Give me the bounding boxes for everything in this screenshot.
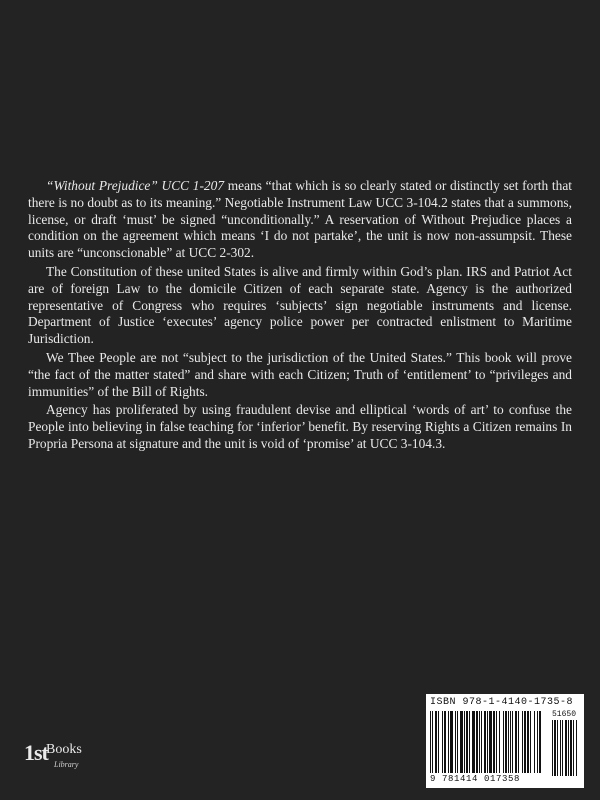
publisher-logo-prefix: 1st	[24, 740, 48, 765]
barcode-bar	[460, 711, 463, 773]
isbn-label: ISBN 978-1-4140-1735-8	[430, 697, 574, 708]
barcode-bar	[489, 711, 492, 773]
barcode-bar	[487, 711, 488, 773]
blurb-lead-italic: “Without Prejudice” UCC 1-207	[46, 178, 225, 193]
barcode-bar	[515, 711, 517, 773]
barcode-bar	[510, 711, 511, 773]
barcode-bar	[464, 711, 465, 773]
barcode-bar	[565, 720, 567, 776]
barcode-bar	[534, 711, 535, 773]
barcode-bar	[438, 711, 439, 773]
barcode-bar	[554, 720, 556, 776]
barcode-bar	[576, 720, 577, 776]
price-code: 51650	[552, 710, 577, 719]
barcode-bar	[479, 711, 480, 773]
barcode-bar	[499, 711, 500, 773]
blurb-paragraph-2: The Constitution of these united States is alive and firmly within God’s plan. IRS and Patriot Act are of foreign Law to the domicile Citizen of each separate state. Agency is the authorized representative of Congress who requires ‘subjects’ sign negotiable instruments and license. Department of Justice ‘executes’ agency police power per contracted enlistment to Maritime Jurisdiction.	[28, 263, 572, 347]
barcode-bar	[560, 720, 561, 776]
blurb-paragraph-3: We Thee People are not “subject to the jurisdiction of the United States.” This book will prove “the fact of the matter stated” and share with each Citizen; Truth of ‘entitlement’ to “privileges and immunities” of the Bill of Rights.	[28, 349, 572, 399]
barcode-bar	[444, 711, 446, 773]
barcode-bar	[435, 711, 437, 773]
barcode-bar	[442, 711, 443, 773]
barcode-bar	[450, 711, 453, 773]
publisher-logo	[24, 740, 84, 776]
barcode-bar	[508, 711, 509, 773]
publisher-logo-sub: Library	[54, 760, 79, 769]
barcode-bar	[568, 720, 569, 776]
blurb-paragraph-1	[28, 178, 572, 262]
barcode-bar	[524, 711, 526, 773]
publisher-logo-name: Books	[46, 742, 82, 757]
barcode-bar	[505, 711, 507, 773]
barcode-main-bars	[430, 711, 548, 773]
barcode-bar	[476, 711, 478, 773]
barcode-bar	[469, 711, 470, 773]
blurb-paragraph-1-body: means “that which is so clearly stated or distinctly set forth that there is no doubt as to its meaning.” Negotiable Instrument Law UCC 3-104.2 states that a summons, license, or draft ‘must’ be signed “unconditionally.” A reservation of Without Prejudice places a condition on the agreement which means ‘I do not partake’, the unit is now non-assumpsit. These units are “unconscionable” at UCC 2-302.	[28, 178, 572, 261]
barcode-bar	[493, 711, 495, 773]
barcode-bar	[522, 711, 523, 773]
barcode-bar	[530, 711, 531, 773]
barcode-bar	[448, 711, 449, 773]
barcode-bar	[457, 711, 458, 773]
barcode-bar	[573, 720, 574, 776]
barcode-bar	[512, 711, 513, 773]
barcode-bar	[539, 711, 541, 773]
barcode-bar	[430, 711, 431, 773]
barcode-bar	[455, 711, 456, 773]
barcode-bar	[562, 720, 563, 776]
barcode-bar	[518, 711, 519, 773]
barcode-addon-bars	[552, 720, 580, 776]
barcode-bar	[432, 711, 433, 773]
blurb-paragraph-4: Agency has proliferated by using fraudulent devise and elliptical ‘words of art’ to confuse the People into believing in false teaching for ‘inferior’ benefit. By reserving Rights a Citizen remains In Propria Persona at signature and the unit is void of ‘promise’ at UCC 3-104.3.	[28, 402, 572, 451]
barcode-bar	[484, 711, 486, 773]
barcode-bar	[557, 720, 558, 776]
barcode-bar	[527, 711, 529, 773]
barcode-bar	[496, 711, 497, 773]
barcode-bar	[481, 711, 482, 773]
ean-digits: 9 781414 017358	[430, 774, 521, 784]
barcode-bar	[466, 711, 468, 773]
barcode-bar	[503, 711, 504, 773]
isbn-barcode	[426, 694, 584, 788]
barcode-bar	[537, 711, 538, 773]
barcode-bar	[472, 711, 475, 773]
barcode-bar	[552, 720, 553, 776]
blurb-text	[28, 178, 572, 455]
barcode-bar	[570, 720, 572, 776]
